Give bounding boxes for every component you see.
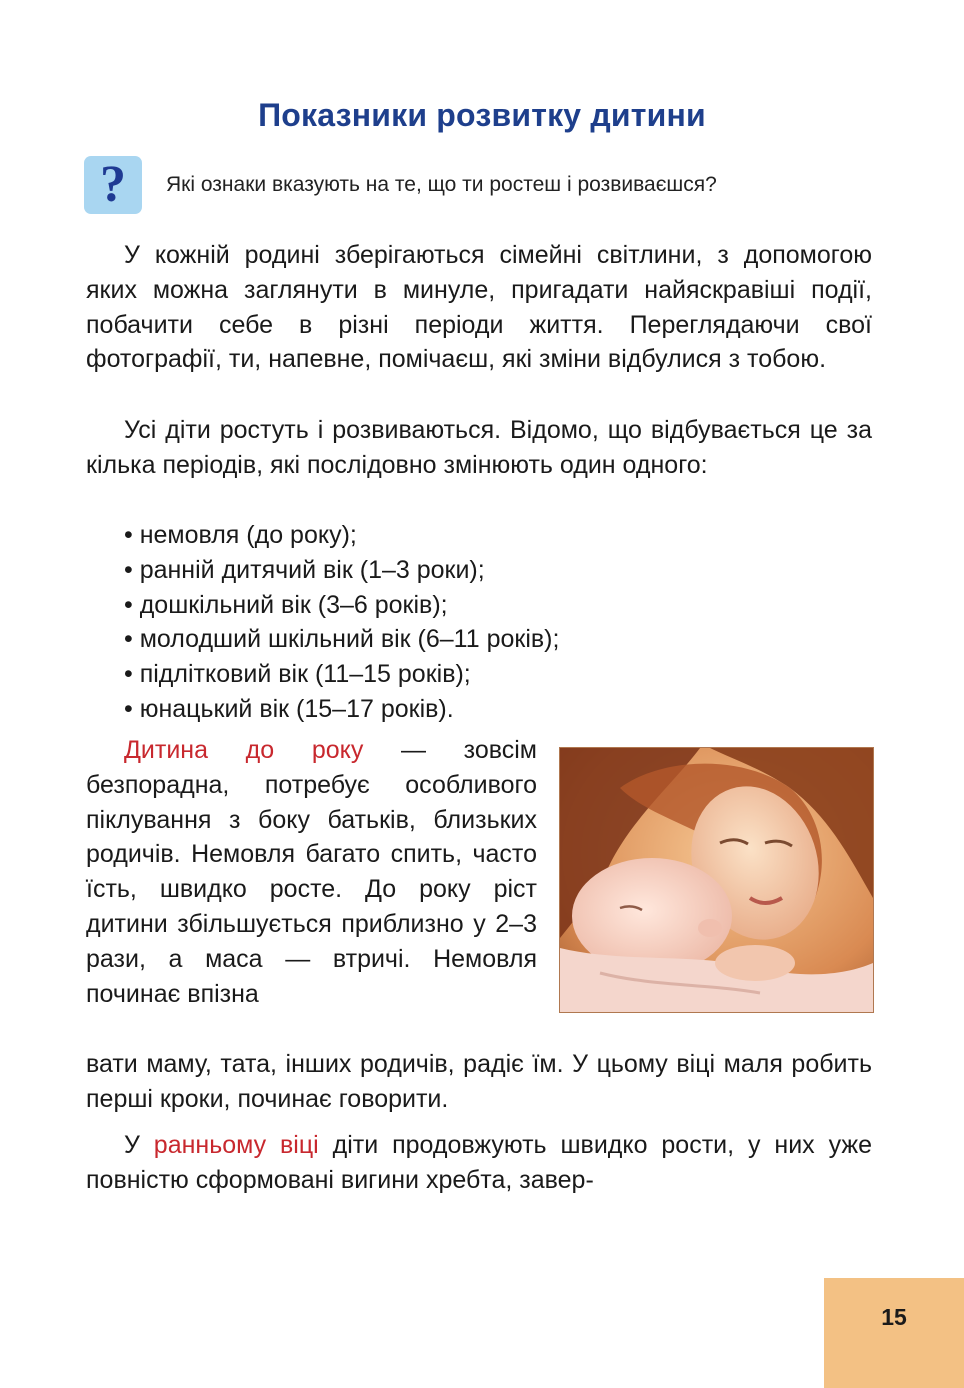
question-text: Які ознаки вказують на те, що ти ростеш і розвиваєшся? bbox=[166, 173, 717, 196]
mother-baby-photo bbox=[560, 748, 873, 1012]
page-number-tab bbox=[824, 1278, 964, 1388]
page-number: 15 bbox=[881, 1304, 907, 1330]
list-item: • юнацький вік (15–17 років). bbox=[124, 694, 454, 723]
page-title: Показники розвитку дитини bbox=[258, 97, 706, 133]
list-item: • підлітковий вік (11–15 років); bbox=[124, 660, 471, 689]
list-item: • ранній дитячий вік (1–3 роки); bbox=[124, 555, 485, 584]
term-infant: Дитина до року bbox=[124, 736, 364, 764]
term-early-age: ранньому віці bbox=[153, 1131, 319, 1159]
paragraph-periods: Усі діти ростуть і розвиваються. Відомо, що відбувається це за кілька періодів, які послідовно змінюють один одного: bbox=[86, 416, 872, 479]
early-text: діти продовжують швидко рости, у них уже повністю сформовані вигини хребта, завер- bbox=[86, 1131, 872, 1194]
question-icon-box bbox=[84, 156, 142, 214]
infant-text: — зовсім безпорадна, потребує особливого піклування з боку батьків, близьких родичів. Немовля багато спить, часто їсть, швидко росте. До року ріст дитини збільшується приблизно у 2–3 рази, а маса — втричі. Немовля починає впізна bbox=[86, 736, 537, 1008]
early-lead: У bbox=[124, 1131, 154, 1159]
paragraph-infant bbox=[86, 733, 537, 1011]
list-item: • молодший шкільний вік (6–11 років); bbox=[124, 625, 560, 654]
list-item: • дошкільний вік (3–6 років); bbox=[124, 590, 448, 619]
periods-list bbox=[124, 518, 559, 727]
list-item: • немовля (до року); bbox=[124, 521, 357, 549]
paragraph-infant-continued: вати маму, тата, інших родичів, радіє їм. У цьому віці маля робить перші кроки, починає говорити. bbox=[86, 1050, 872, 1113]
paragraph-photos: У кожній родині зберігаються сімейні світлини, з допомогою яких можна заглянути в минуле, пригадати найяскравіші події, побачити себе в різні періоди життя. Переглядаючи свої фотографії, ти, напевне, помічаєш, які зміни відбулися з тобою. bbox=[86, 241, 872, 374]
paragraph-early bbox=[86, 1128, 872, 1198]
question-mark-icon: ? bbox=[100, 156, 126, 213]
